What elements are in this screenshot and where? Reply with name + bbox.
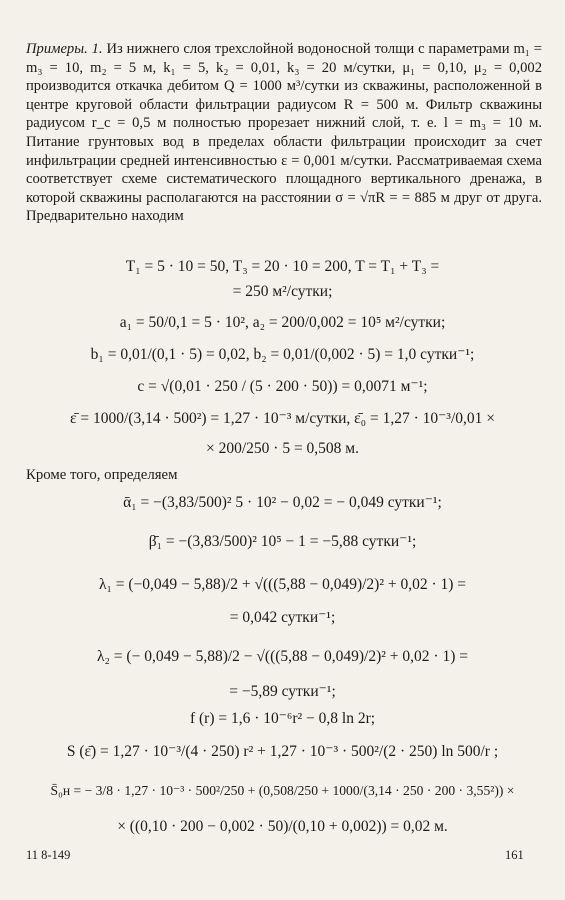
equation-T-line1: T₁ = 5 · 10 = 50, T₃ = 20 · 10 = 200, T = T₁ + T₃ = [125, 258, 440, 275]
example-paragraph [26, 40, 542, 226]
footer-signature: 11 8-149 [26, 848, 71, 862]
equation-lambda1-line2: = 0,042 сутки⁻¹; [229, 609, 336, 626]
equation-epsilon-line1: ε̄ = 1000/(3,14 · 500²) = 1,27 · 10⁻³ м/сутки, ε̄₀ = 1,27 · 10⁻³/0,01 × [69, 410, 495, 427]
equation-S: S (ε̄) = 1,27 · 10⁻³/(4 · 250) r² + 1,27 · 10⁻³ · 500²/(2 · 250) ln 500/r ; [66, 743, 499, 760]
equation-epsilon-line2: × 200/250 · 5 = 0,508 м. [205, 440, 359, 457]
equation-f: f (r) = 1,6 · 10⁻⁶r² − 0,8 ln 2r; [189, 710, 376, 727]
equation-T-line2: = 250 м²/сутки; [232, 283, 333, 300]
equation-lambda1-line1: λ₁ = (−0,049 − 5,88)/2 + √(((5,88 − 0,049)/2)² + 0,02 · 1) = [98, 576, 467, 593]
example-text: Из нижнего слоя трехслойной водоносной толщи с параметрами m₁ = m₃ = 10, m₂ = 5 м, k₁ = 5, k₂ = 0,01, k₃ = 20 м/сутки, μ₁ = 0,10, μ₂ = 0,002 производится откачка дебитом Q = 1000 м³/сутки из скважины, расположенной в центре круговой области фильтрации радиусом R = 500 м. Фильтр скважины радиусом r_c = 0,5 м полностью прорезает нижний слой, т. е. l = m₃ = 10 м. Питание грунтовых вод в пределах области фильтрации происходит за счет инфильтрации средней интенсивностью ε = 0,001 м/сутки. Рассматриваемая схема соответствует схеме систематического площадного вертикального дренажа, в которой скважины располагаются на расстоянии σ = √πR = = 885 м друг от друга. Предварительно находим [26, 41, 542, 225]
equation-S0-line1: S̄₀н = − 3/8 · 1,27 · 10⁻³ · 500²/250 + (0,508/250 + 1000/(3,14 · 250 · 200 · 3,55²)) × [50, 783, 515, 798]
equation-c: c = √(0,01 · 250 / (5 · 200 · 50)) = 0,0071 м⁻¹; [137, 378, 428, 395]
equation-b: b₁ = 0,01/(0,1 · 5) = 0,02, b₂ = 0,01/(0,002 · 5) = 1,0 сутки⁻¹; [90, 346, 475, 363]
text-besides: Кроме того, определяем [26, 467, 178, 483]
equation-lambda2-line1: λ₂ = (− 0,049 − 5,88)/2 − √(((5,88 − 0,049)/2)² + 0,02 · 1) = [97, 648, 468, 665]
equation-beta: β̄₁ = −(3,83/500)² 10⁵ − 1 = −5,88 сутки⁻¹; [148, 533, 417, 550]
equation-S0-line2: × ((0,10 · 200 − 0,002 · 50)/(0,10 + 0,002)) = 0,02 м. [117, 818, 448, 835]
example-label: Примеры. 1. [26, 41, 103, 57]
equation-a: a₁ = 50/0,1 = 5 · 10², a₂ = 200/0,002 = 10⁵ м²/сутки; [119, 314, 446, 331]
equation-lambda2-line2: = −5,89 сутки⁻¹; [229, 683, 336, 700]
equation-alpha: ᾱ₁ = −(3,83/500)² 5 · 10² − 0,02 = − 0,049 сутки⁻¹; [123, 494, 442, 511]
page-number: 161 [505, 848, 524, 862]
